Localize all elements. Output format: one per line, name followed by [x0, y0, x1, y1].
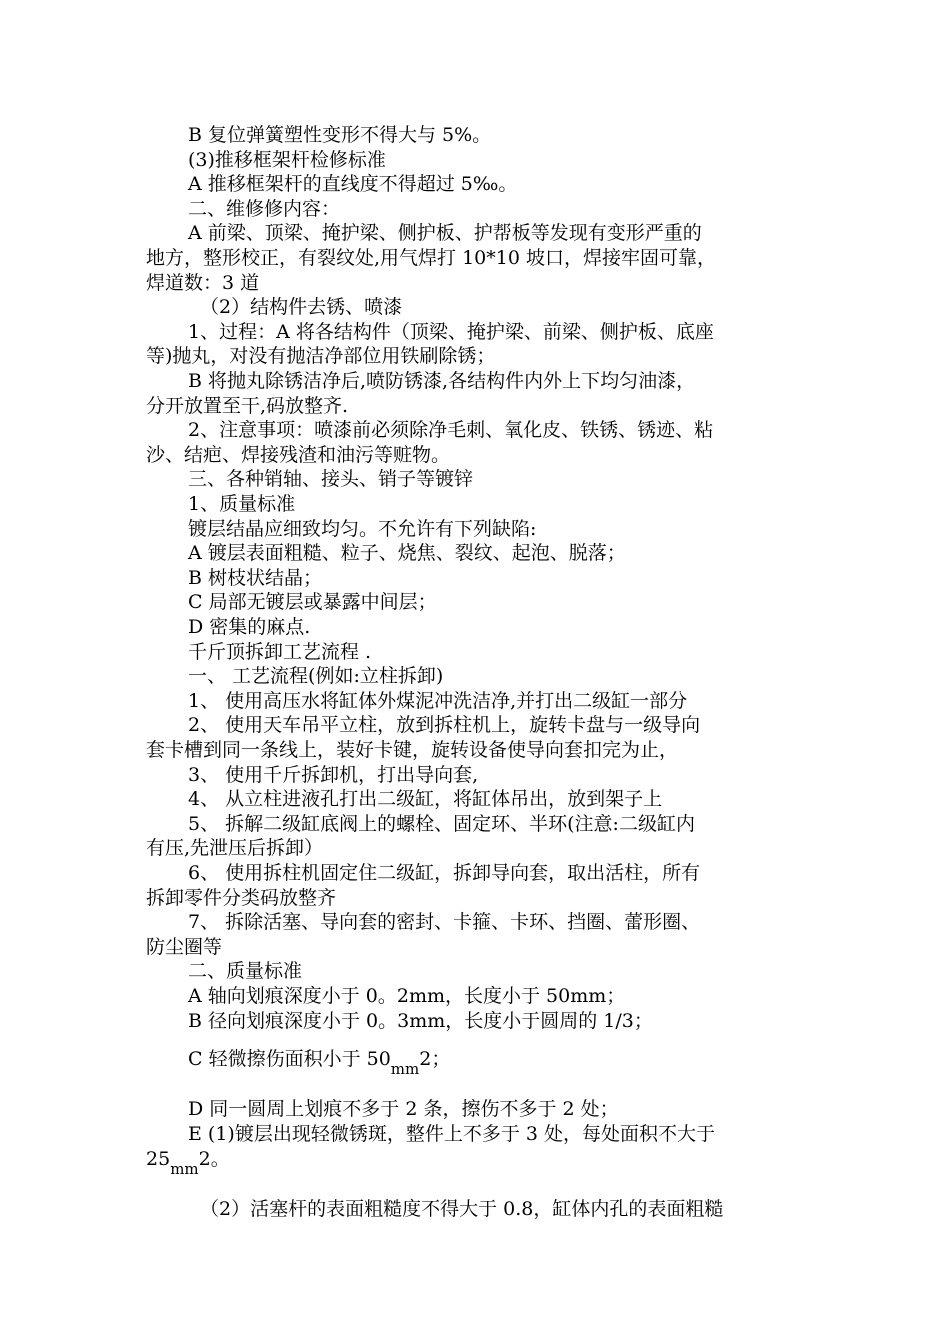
- text-line: 地方，整形校正，有裂纹处,用气焊打 10*10 坡口，焊接牢固可靠，: [146, 247, 716, 269]
- text-line: 千斤顶拆卸工艺流程 .: [188, 641, 372, 663]
- text-segment: 2。: [198, 1148, 230, 1170]
- text-line: 沙、结疤、焊接残渣和油污等赃物。: [146, 444, 451, 466]
- text-line: （2）结构件去锈、喷漆: [200, 296, 403, 318]
- text-line: 4、 从立柱进液孔打出二级缸，将缸体吊出，放到架子上: [188, 788, 663, 810]
- text-line-d: D 同一圆周上划痕不多于 2 条，擦伤不多于 2 处；: [188, 1098, 619, 1120]
- text-line-last: （2）活塞杆的表面粗糙度不得大于 0.8，缸体内孔的表面粗糙: [200, 1198, 724, 1220]
- text-line: C 局部无镀层或暴露中间层；: [188, 591, 437, 613]
- text-line: 5、 拆解二级缸底阀上的螺栓、固定环、半环(注意:二级缸内: [188, 813, 695, 835]
- text-line: B 径向划痕深度小于 0。3mm，长度小于圆周的 1/3；: [188, 1010, 653, 1032]
- text-line-e2: [146, 1147, 806, 1178]
- unit-subscript: mm: [390, 1060, 420, 1078]
- text-line: 1、质量标准: [188, 493, 296, 515]
- text-line: 一、 工艺流程(例如:立柱拆卸): [188, 665, 444, 687]
- text-line: (3)推移框架杆检修标准: [188, 149, 386, 171]
- text-line: 3、 使用千斤拆卸机，打出导向套,: [188, 764, 479, 786]
- text-line: 分开放置至干,码放整齐.: [146, 395, 349, 417]
- unit-subscript: mm: [170, 1160, 199, 1178]
- text-line: B 将抛丸除锈洁净后,喷防锈漆,各结构件内外上下均匀油漆，: [188, 370, 696, 392]
- text-line: 二、质量标准: [188, 960, 303, 982]
- text-line: A 轴向划痕深度小于 0。2mm，长度小于 50mm；: [188, 985, 626, 1007]
- text-line-e: E (1)镀层出现轻微锈斑，整件上不多于 3 处，每处面积不大于: [188, 1123, 715, 1145]
- text-line: 二、维修修内容：: [188, 198, 341, 220]
- text-line: 等)抛丸，对没有抛洁净部位用铁刷除锈；: [146, 345, 496, 367]
- text-line: D 密集的麻点.: [188, 616, 311, 638]
- text-segment: C 轻微擦伤面积小于 50: [188, 1048, 391, 1070]
- text-line: 6、 使用拆柱机固定住二级缸，拆卸导向套，取出活柱，所有: [188, 862, 701, 884]
- text-line: 1、过程：A 将各结构件（顶梁、掩护梁、前梁、侧护板、底座: [188, 321, 714, 343]
- text-line: A 镀层表面粗糙、粒子、烧焦、裂纹、起泡、脱落；: [188, 542, 626, 564]
- text-line: A 推移框架杆的直线度不得超过 5‰。: [188, 173, 518, 195]
- text-line: 焊道数：3 道: [146, 272, 260, 294]
- text-line: B 复位弹簧塑性变形不得大与 5%。: [188, 124, 492, 146]
- text-line: 镀层结晶应细致均匀。不允许有下列缺陷:: [188, 518, 537, 540]
- text-line: 1、 使用高压水将缸体外煤泥冲洗洁净,并打出二级缸一部分: [188, 690, 688, 712]
- text-line: 有压,先泄压后拆卸）: [146, 837, 324, 859]
- text-line: 拆卸零件分类码放整齐: [146, 887, 337, 909]
- text-segment: 25: [146, 1148, 171, 1170]
- text-line: 三、各种销轴、接头、销子等镀锌: [188, 468, 474, 490]
- text-line: 套卡槽到同一条线上，装好卡键，旋转设备使导向套扣完为止，: [146, 739, 679, 761]
- text-line: 防尘圈等: [146, 936, 223, 958]
- text-segment: 2；: [419, 1048, 451, 1070]
- text-line: A 前梁、顶梁、掩护梁、侧护板、护帮板等发现有变形严重的: [188, 222, 702, 244]
- text-line: 2、注意事项：喷漆前必须除净毛刺、氧化皮、铁锈、锈迹、粘: [188, 419, 714, 441]
- text-line: B 树枝状结晶；: [188, 567, 323, 589]
- text-line-c: [188, 1047, 808, 1078]
- text-line: 2、 使用天车吊平立柱，放到拆柱机上，旋转卡盘与一级导向: [188, 714, 701, 736]
- text-line: 7、 拆除活塞、导向套的密封、卡箍、卡环、挡圈、蕾形圈、: [188, 911, 701, 933]
